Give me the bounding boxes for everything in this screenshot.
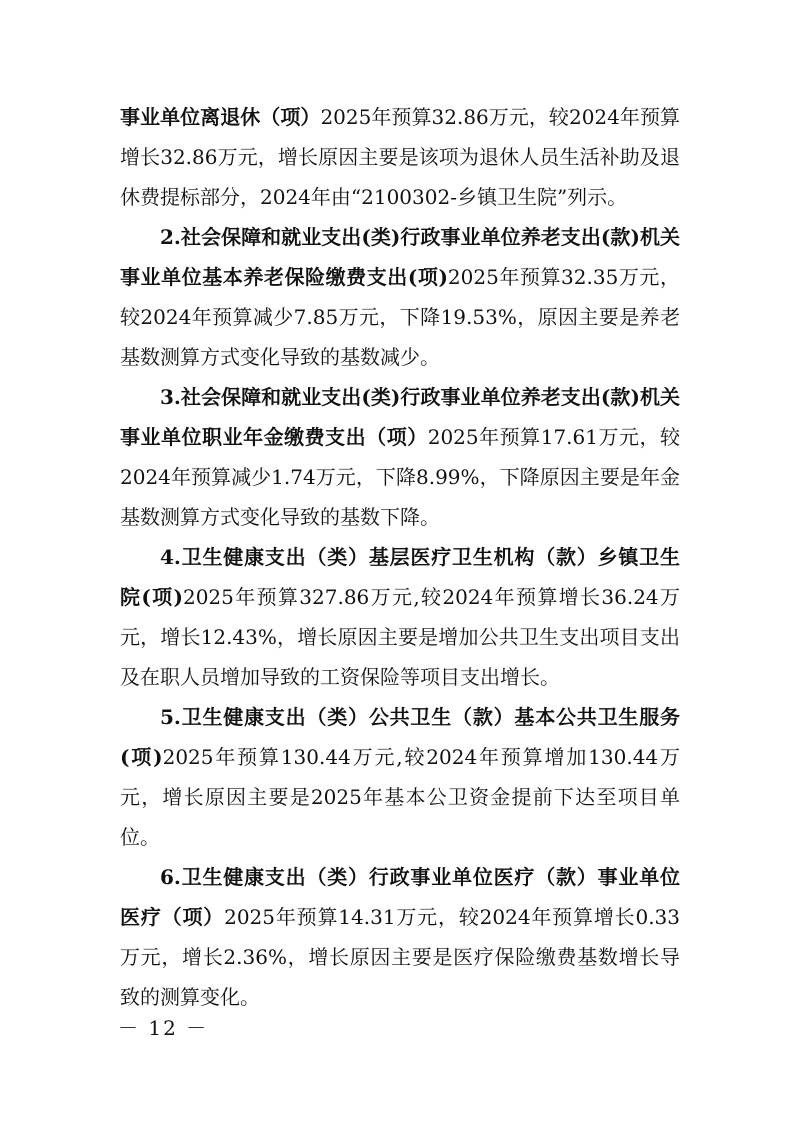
paragraph-heading: 2.社会保障和就业支出(类)行政事业单位养老支出(款)机关事业单位基本养老保险缴费支出(项): [120, 225, 680, 289]
paragraph-heading: 5.卫生健康支出（类）公共卫生（款）基本公共卫生服务(项): [120, 705, 680, 769]
paragraph-text: 2025年预算32.86万元，较2024年预算增长32.86万元，增长原因主要是该项为退休人员生活补助及退休费提标部分，2024年由“2100302-乡镇卫生院”列示。: [120, 105, 681, 209]
paragraph-public-health: [120, 697, 680, 857]
paragraph-basic-pension: [120, 217, 680, 377]
paragraph-heading: 事业单位离退休（项）: [120, 105, 321, 129]
paragraph-text: 2025年预算17.61万元，较2024年预算减少1.74万元，下降8.99%，下降原因主要是年金基数测算方式变化导致的基数下降。: [120, 425, 681, 529]
body-text: [120, 97, 680, 1017]
paragraph-occupational-annuity: [120, 377, 680, 537]
paragraph-heading: 6.卫生健康支出（类）行政事业单位医疗（款）事业单位医疗（项）: [120, 865, 680, 929]
paragraph-heading: 3.社会保障和就业支出(类)行政事业单位养老支出(款)机关事业单位职业年金缴费支出（项）: [120, 385, 680, 449]
paragraph-text: 2025年预算130.44万元,较2024年预算增加130.44万元，增长原因主要是2025年基本公卫资金提前下达至项目单位。: [120, 745, 680, 849]
page-number: － 12 －: [118, 1016, 209, 1040]
paragraph-retirement: [120, 97, 680, 217]
paragraph-text: 2025年预算14.31万元，较2024年预算增长0.33万元，增长2.36%，增长原因主要是医疗保险缴费基数增长导致的测算变化。: [120, 905, 680, 1009]
paragraph-text: 2025年预算327.86万元,较2024年预算增长36.24万元，增长12.43%，增长原因主要是增加公共卫生支出项目支出及在职人员增加导致的工资保险等项目支出增长。: [120, 585, 680, 689]
paragraph-medical-insurance: [120, 857, 680, 1017]
paragraph-heading: 4.卫生健康支出（类）基层医疗卫生机构（款）乡镇卫生院(项): [120, 545, 680, 609]
paragraph-text: 2025年预算32.35万元，较2024年预算减少7.85万元，下降19.53%，原因主要是养老基数测算方式变化导致的基数减少。: [120, 265, 680, 369]
paragraph-township-hospital: [120, 537, 680, 697]
